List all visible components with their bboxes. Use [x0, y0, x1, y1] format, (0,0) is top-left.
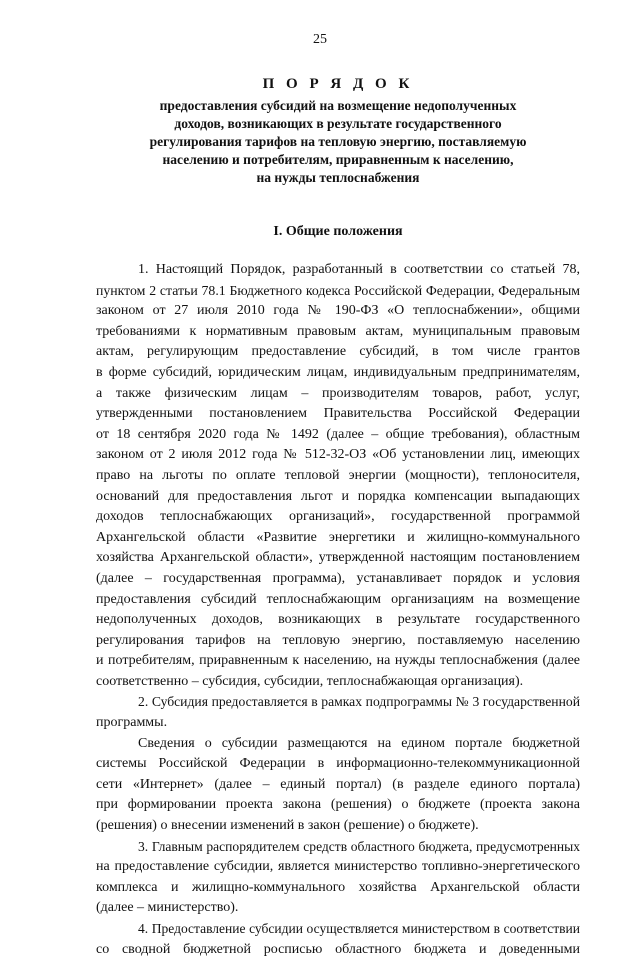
text-line: утвержденными постановлением Правительства Российской Федерации [96, 406, 580, 422]
subtitle-line: предоставления субсидий на возмещение недополученных [159, 98, 517, 113]
text-line: 1. Настоящий Порядок, разработанный в соответствии со статьей 78, [138, 262, 580, 277]
text-line: и потребителям, приравненным к населению, на нужды теплоснабжения (далее [96, 653, 580, 669]
text-line: право на льготы по оплате тепловой энергии (мощности), теплоносителя, [96, 467, 580, 483]
text-line: регулирования тарифов на тепловую энергию, поставляемую населению [96, 632, 580, 648]
text-line: хозяйства Архангельской области», утвержденной настоящим постановлением [96, 550, 580, 566]
text-line: 4. Предоставление субсидии осуществляется министерством в соответствии [138, 921, 580, 936]
document-title: П О Р Я Д О К [262, 76, 414, 92]
text-line: оснований для предоставления льгот и порядка компенсации выпадающих [96, 488, 580, 504]
text-line: соответственно – субсидия, субсидии, теплоснабжающая организация). [96, 673, 524, 689]
text-line: на предоставление субсидии, является министерство топливно-энергетического [96, 859, 580, 875]
text-line: в форме субсидий, юридическим лицам, индивидуальным предпринимателям, [96, 364, 580, 380]
text-line: законом от 27 июля 2010 года № 190-ФЗ «О теплоснабжении», общими [96, 303, 580, 319]
section-heading: I. Общие положения [273, 224, 403, 239]
text-line: Архангельской области «Развитие энергетики и жилищно-коммунального [96, 529, 580, 545]
subtitle-line: доходов, возникающих в результате государственного [174, 116, 502, 131]
text-line: Сведения о субсидии размещаются на едином портале бюджетной [138, 735, 580, 751]
text-line: 2. Субсидия предоставляется в рамках подпрограммы № 3 государственной [138, 694, 580, 710]
text-line: пунктом 2 статьи 78.1 Бюджетного кодекса Российской Федерации, Федеральным [96, 282, 580, 298]
text-line: со сводной бюджетной росписью областного бюджета и доведенными [96, 941, 580, 957]
text-line: от 18 сентября 2020 года № 1492 (далее – общие требования), областным [96, 426, 580, 442]
text-line: 3. Главным распорядителем средств областного бюджета, предусмотренных [138, 838, 580, 854]
subtitle-line: населению и потребителям, приравненным к населению, [162, 152, 514, 167]
subtitle-line: регулирования тарифов на тепловую энергию, поставляемую [149, 134, 527, 149]
text-line: при формировании проекта закона (решения) о бюджете (проекта закона [96, 797, 580, 813]
text-line: системы Российской Федерации в информационно-телекоммуникационной [96, 756, 580, 772]
text-line: недополученных доходов, возникающих в результате государственного [96, 612, 580, 628]
body-text [96, 260, 580, 960]
text-line: доходов теплоснабжающих организаций», государственной программой [96, 509, 580, 525]
subtitle-line: на нужды теплоснабжения [256, 170, 420, 185]
text-line: актам, регулирующим предоставление субсидий, в том числе грантов [96, 344, 580, 360]
text-line: комплекса и жилищно-коммунального хозяйства Архангельской области [96, 879, 580, 895]
page-number: 25 [313, 32, 327, 47]
text-line: сети «Интернет» (далее – единый портал) (в разделе единого портала) [96, 776, 580, 792]
text-line: законом от 2 июля 2012 года № 512-32-ОЗ «Об установлении лиц, имеющих [96, 447, 580, 463]
text-line: а также физическим лицам – производителям товаров, работ, услуг, [96, 385, 580, 401]
text-line: (далее – министерство). [96, 900, 239, 916]
text-line: предоставления субсидий теплоснабжающим организациям на возмещение [96, 591, 580, 607]
title-block [96, 76, 580, 187]
text-line: требованиями к нормативным правовым актам, муниципальным правовым [96, 323, 580, 339]
text-line: (решения) о внесении изменений в закон (решение) о бюджете). [96, 818, 479, 834]
text-line: (далее – государственная программа), устанавливает порядок и условия [96, 570, 580, 586]
text-line: программы. [96, 715, 168, 731]
